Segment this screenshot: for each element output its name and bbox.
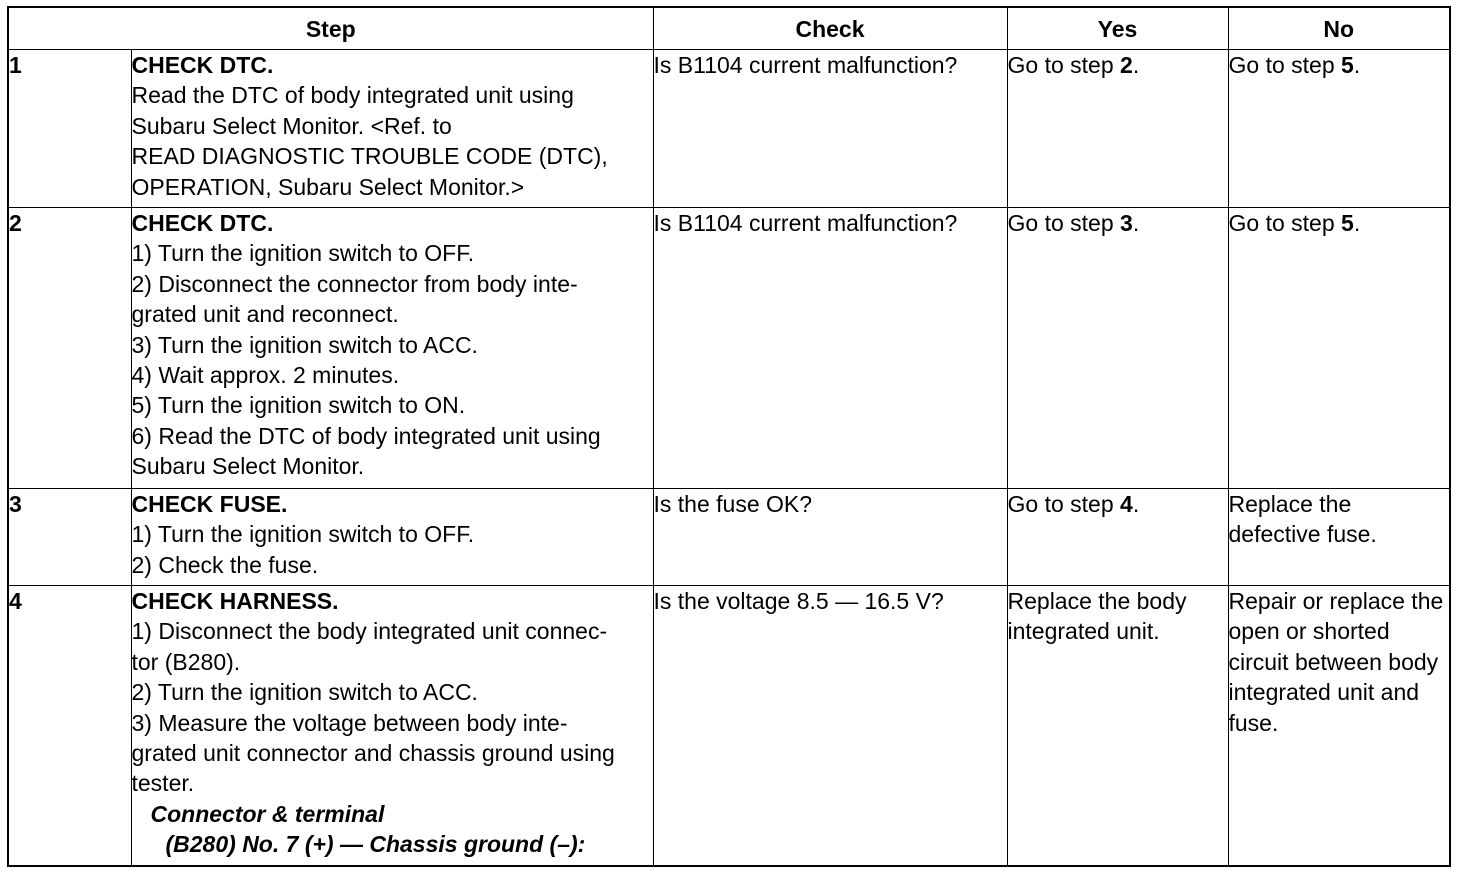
no-prefix: Go to step xyxy=(1228,52,1342,78)
connector-terminal-label: Connector & terminal xyxy=(150,800,385,827)
yes-step-ref: 3 xyxy=(1120,210,1133,236)
step-line: 3) Measure the voltage between body inte- xyxy=(131,709,568,736)
yes-suffix: . xyxy=(1132,52,1140,78)
step-line: 1) Disconnect the body integrated unit connec- xyxy=(131,618,608,645)
no-step-ref: 5 xyxy=(1341,52,1354,78)
table-row xyxy=(8,50,1450,208)
step-procedure xyxy=(131,208,653,489)
yes-suffix: . xyxy=(1132,210,1140,236)
no-cell xyxy=(1228,208,1450,489)
no-prefix: Go to step xyxy=(1228,210,1342,236)
check-cell: Is the voltage 8.5 — 16.5 V? xyxy=(653,586,1007,867)
step-line: 3) Turn the ignition switch to ACC. xyxy=(131,331,478,358)
diagnostic-table xyxy=(7,6,1451,867)
step-title: CHECK DTC. xyxy=(131,210,274,236)
step-line: Subaru Select Monitor. <Ref. to xyxy=(131,112,452,139)
no-cell: Replace the defective fuse. xyxy=(1228,489,1450,586)
terminal-measurement: (B280) No. 7 (+) — Chassis ground (–): xyxy=(165,831,586,858)
step-title: CHECK HARNESS. xyxy=(131,588,339,614)
step-line: 5) Turn the ignition switch to ON. xyxy=(131,392,466,419)
yes-prefix: Go to step xyxy=(1007,210,1121,236)
step-line: tester. xyxy=(131,770,195,797)
yes-prefix: Go to step xyxy=(1007,52,1121,78)
step-line: READ DIAGNOSTIC TROUBLE CODE (DTC), xyxy=(131,143,608,170)
step-procedure xyxy=(131,489,653,586)
step-procedure xyxy=(131,586,653,867)
step-number: 3 xyxy=(8,489,131,586)
yes-cell xyxy=(1007,489,1228,586)
step-line: 2) Turn the ignition switch to ACC. xyxy=(131,679,478,706)
no-cell: Repair or replace the open or shorted circuit between body integrated unit and fuse. xyxy=(1228,586,1450,867)
step-line: Subaru Select Monitor. xyxy=(131,453,365,480)
header-step: Step xyxy=(8,7,653,50)
yes-cell xyxy=(1007,208,1228,489)
yes-suffix: . xyxy=(1132,491,1140,517)
step-line: grated unit and reconnect. xyxy=(131,301,399,328)
step-line: OPERATION, Subaru Select Monitor.> xyxy=(131,173,525,200)
header-no: No xyxy=(1228,7,1450,50)
step-number: 1 xyxy=(8,50,131,208)
step-line: grated unit connector and chassis ground using xyxy=(131,740,615,767)
step-title: CHECK FUSE. xyxy=(131,491,288,517)
check-cell: Is B1104 current malfunction? xyxy=(653,208,1007,489)
no-suffix: . xyxy=(1353,210,1361,236)
yes-step-ref: 4 xyxy=(1120,491,1133,517)
header-yes: Yes xyxy=(1007,7,1228,50)
step-procedure xyxy=(131,50,653,208)
yes-cell: Replace the body integrated unit. xyxy=(1007,586,1228,867)
step-line: tor (B280). xyxy=(131,648,241,675)
no-suffix: . xyxy=(1353,52,1361,78)
step-line: 6) Read the DTC of body integrated unit using xyxy=(131,422,601,449)
step-title: CHECK DTC. xyxy=(131,52,274,78)
check-cell: Is B1104 current malfunction? xyxy=(653,50,1007,208)
yes-cell xyxy=(1007,50,1228,208)
step-line: Read the DTC of body integrated unit using xyxy=(131,82,574,109)
no-cell xyxy=(1228,50,1450,208)
header-row xyxy=(8,7,1450,50)
step-number: 4 xyxy=(8,586,131,867)
step-line: 4) Wait approx. 2 minutes. xyxy=(131,362,400,389)
step-line: 2) Disconnect the connector from body inte- xyxy=(131,270,578,297)
table-row xyxy=(8,489,1450,586)
step-number: 2 xyxy=(8,208,131,489)
yes-step-ref: 2 xyxy=(1120,52,1133,78)
step-line: 2) Check the fuse. xyxy=(131,551,319,578)
step-line: 1) Turn the ignition switch to OFF. xyxy=(131,521,475,548)
step-line: 1) Turn the ignition switch to OFF. xyxy=(131,240,475,267)
no-step-ref: 5 xyxy=(1341,210,1354,236)
header-check: Check xyxy=(653,7,1007,50)
check-cell: Is the fuse OK? xyxy=(653,489,1007,586)
table-row xyxy=(8,586,1450,867)
yes-prefix: Go to step xyxy=(1007,491,1121,517)
table-row xyxy=(8,208,1450,489)
